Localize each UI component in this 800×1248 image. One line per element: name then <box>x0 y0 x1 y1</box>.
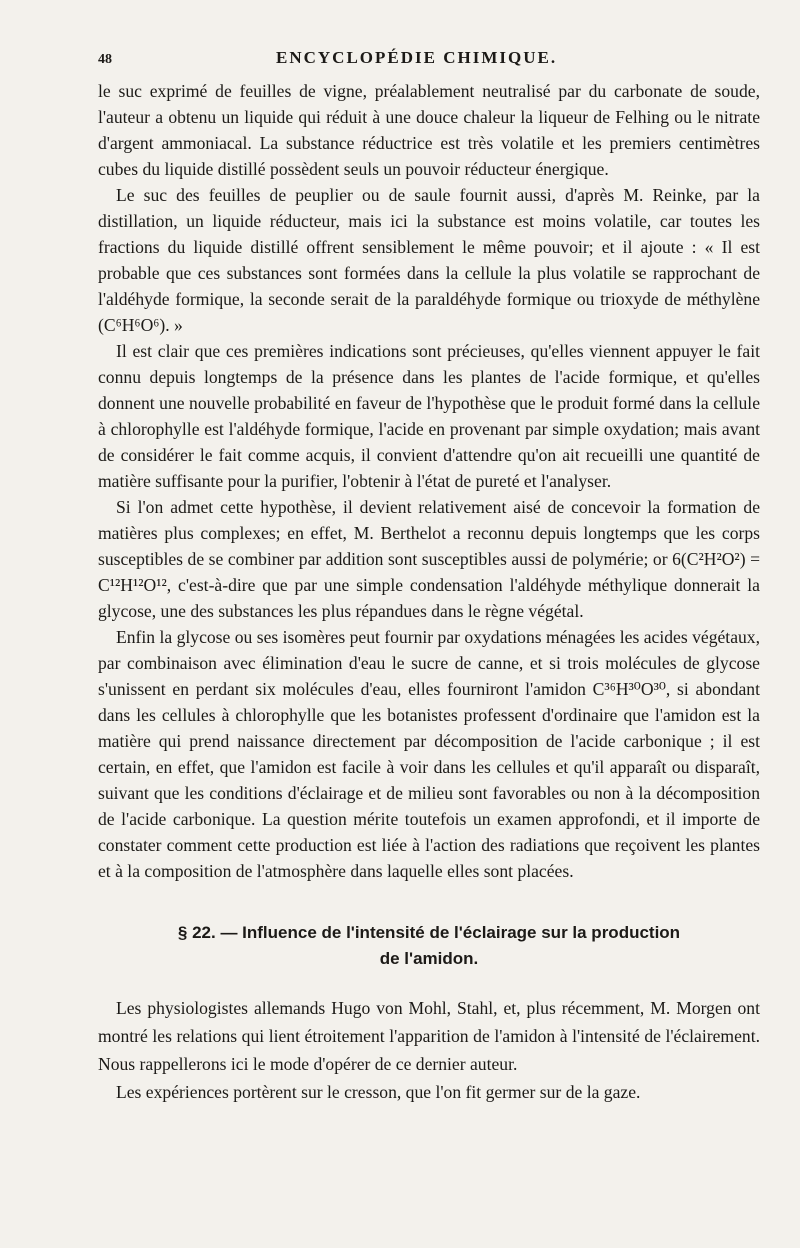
section-heading <box>98 920 760 972</box>
paragraph: Enfin la glycose ou ses isomères peut fournir par oxydations ménagées les acides végétaux, par combinaison avec élimination d'eau le sucre de canne, et si trois molécules de glycose s'unissent en perdant six molécules d'eau, elles fourniront l'amidon C³⁶H³⁰O³⁰, si abondant dans les cellules à chlorophylle que les botanistes professent d'ordinaire que l'amidon est la matière qui prend naissance directement par décomposition de l'acide carbonique ; il est certain, en effet, que l'amidon est facile à voir dans les cellules et qu'il apparaît ou disparaît, suivant que les conditions d'éclairage et de milieu sont favorables ou non à la décomposition de l'acide carbonique. La question mérite toutefois un examen approfondi, et il importe de constater comment cette production est liée à l'action des radiations que reçoivent les plantes et à la composition de l'atmosphère dans laquelle elles sont placées. <box>98 627 760 881</box>
paragraph: Le suc des feuilles de peuplier ou de saule fournit aussi, d'après M. Reinke, par la distillation, un liquide réducteur, mais ici la substance est moins volatile, car toutes les fractions du liquide distillé offrent sensiblement le même pouvoir; et il ajoute : « Il est probable que ces substances sont formées dans la cellule la plus volatile se rapprochant de l'aldéhyde formique, la seconde serait de la paraldéhyde formique ou trioxyde de méthylène (C⁶H⁶O⁶). » <box>98 185 760 335</box>
section-body-text <box>98 994 760 1106</box>
running-title: ENCYCLOPÉDIE CHIMIQUE. <box>276 48 558 67</box>
paragraph: Si l'on admet cette hypothèse, il devient relativement aisé de concevoir la formation de matières plus complexes; en effet, M. Berthelot a reconnu depuis longtemps que les corps susceptibles de se combiner par addition sont susceptibles aussi de polymérie; or 6(C²H²O²) = C¹²H¹²O¹², c'est-à-dire que par une simple condensation l'aldéhyde méthylique donnerait la glycose, une des substances les plus répandues dans le règne végétal. <box>98 497 760 621</box>
body-text <box>98 78 760 884</box>
section-heading-line: de l'amidon. <box>379 949 479 968</box>
paragraph: le suc exprimé de feuilles de vigne, préalablement neutralisé par du carbonate de soude, l'auteur a obtenu un liquide qui réduit à une douce chaleur la liqueur de Felhing ou le nitrate d'argent ammoniacal. La substance réductrice est très volatile et les premiers centimètres cubes du liquide distillé possèdent seuls un pouvoir réducteur énergique. <box>98 81 760 179</box>
section-heading-line: § 22. — Influence de l'intensité de l'éclairage sur la production <box>177 923 681 942</box>
paragraph: Les expériences portèrent sur le cresson, que l'on fit germer sur de la gaze. <box>116 1082 641 1102</box>
page-header <box>98 44 760 70</box>
paragraph: Les physiologistes allemands Hugo von Mohl, Stahl, et, plus récemment, M. Morgen ont montré les relations qui lient étroitement l'apparition de l'amidon à l'intensité de l'éclairement. Nous rappellerons ici le mode d'opérer de ce dernier auteur. <box>98 998 760 1074</box>
paragraph: Il est clair que ces premières indications sont précieuses, qu'elles viennent appuyer le fait connu depuis longtemps de la présence dans les plantes de l'acide formique, et qu'elles donnent une nouvelle probabilité en faveur de l'hypothèse que le produit formé dans la cellule à chlorophylle est l'aldéhyde formique, l'acide en provenant par simple oxydation; mais avant de considérer le fait comme acquis, il convient d'attendre qu'on ait recueilli une quantité de matière suffisante pour la purifier, l'obtenir à l'état de pureté et l'analyser. <box>98 341 760 491</box>
page-number: 48 <box>98 52 112 67</box>
